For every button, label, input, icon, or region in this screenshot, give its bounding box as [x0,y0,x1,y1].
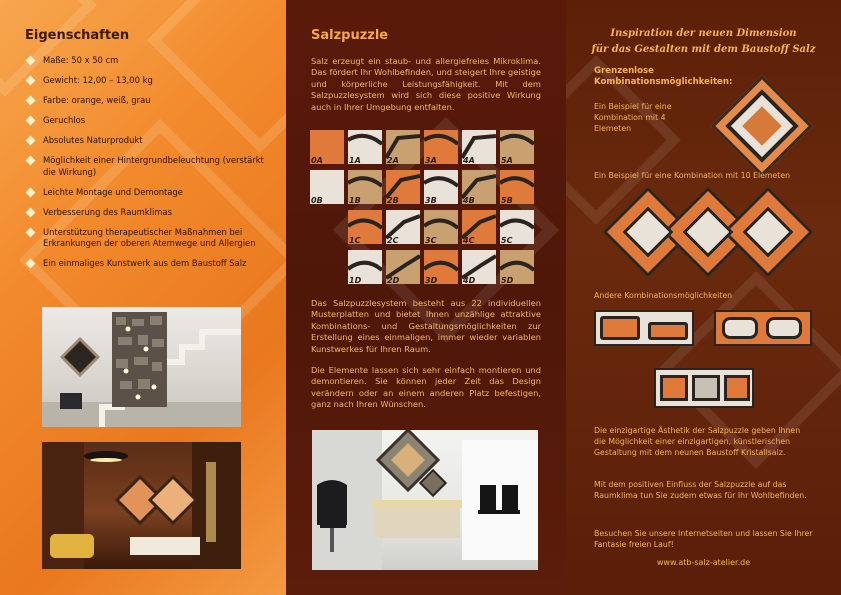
tile-label: 2A [387,156,399,165]
tile-label: 3D [425,276,438,285]
system-description: Das Salzpuzzlesystem besteht aus 22 individuellen Musterplatten und bietet Ihnen unzählige attraktive Kombinations- und Gestaltungsmöglichkeiten zur Erstellung eines einmaligen, immer wieder variablen Kunstwerkes für Ihren Raum. [311,298,541,354]
properties-title: Eigenschaften [25,28,130,43]
salt-tile-3c [424,210,458,244]
tile-label: 5B [501,196,513,205]
tile-label: 5C [501,236,513,245]
combination-4-elements [712,76,812,176]
feature-item: Leichte Montage und Demontage [27,187,277,199]
diamond-bullet-icon [26,136,36,146]
feature-item: Ein einmaliges Kunstwerk aus dem Baustoff Salz [27,258,277,270]
example-10-caption: Ein Beispiel für eine Kombination mit 10 Elemeten [594,171,791,180]
diamond-bullet-icon [26,56,36,66]
salt-tile-1a [348,130,382,164]
salt-tile-4d [462,250,496,284]
diamond-bullet-icon [26,96,36,106]
salzpuzzle-title: Salzpuzzle [311,28,389,43]
feature-item: Maße: 50 x 50 cm [27,55,277,67]
tile-label: 4D [463,276,476,285]
diamond-bullet-icon [26,259,36,269]
feature-item: Unterstützung therapeutischer Maßnahmen bei Erkrankungen der oberen Atemwege und Allergien [27,227,277,250]
combination-strip-3 [654,368,754,408]
feature-item: Geruchlos [27,115,277,127]
diamond-bullet-icon [26,227,36,237]
salt-tile-4a [462,130,496,164]
tile-label: 1D [349,276,362,285]
tile-label: 2D [387,276,400,285]
feature-item: Absolutes Naturprodukt [27,135,277,147]
tile-label: 1B [349,196,361,205]
feature-item: Farbe: orange, weiß, grau [27,95,277,107]
salt-tile-1d [348,250,382,284]
salt-tile-2b [386,170,420,204]
tile-label: 1C [349,236,361,245]
salt-tile-1c [348,210,382,244]
tile-label: 4B [463,196,475,205]
salt-tile-2d [386,250,420,284]
diamond-bullet-icon [26,207,36,217]
visit-paragraph: Besuchen Sie unsere Internetseiten und lassen Sie Ihrer Fantasie freien Lauf! [594,529,813,549]
feature-item: Gewicht: 12,00 – 13,00 kg [27,75,277,87]
combination-strip-2 [714,310,812,346]
tile-label: 1A [349,156,361,165]
tile-label: 3C [425,236,437,245]
tile-label: 5A [501,156,513,165]
salt-tile-3a [424,130,458,164]
salt-tile-3d [424,250,458,284]
diamond-bullet-icon [26,76,36,86]
tile-label: 4A [463,156,475,165]
salt-tile-0b [310,170,344,204]
feature-item: Verbesserung des Raumklimas [27,207,277,219]
tile-label: 2C [387,236,399,245]
salt-tile-4c [462,210,496,244]
salt-tile-5c [500,210,534,244]
tile-label: 3A [425,156,437,165]
panel-inspiration [566,0,841,595]
tile-label: 0A [311,156,323,165]
living-room-photo [42,442,241,569]
mounting-description: Die Elemente lassen sich sehr einfach montieren und demontieren. Sie können jeder Zeit das Design verändern oder an einem anderen Platz befestigen, ganz nach Ihren Wünschen. [311,365,541,410]
diamond-bullet-icon [26,156,36,166]
inspiration-heading-line2: für das Gestalten mit dem Baustoff Salz [591,44,816,55]
website-link[interactable]: www.atb-salz-atelier.de [656,558,751,567]
combinations-subtitle: Grenzenlose Kombinationsmöglichkeiten: [594,66,733,87]
tile-label: 3B [425,196,437,205]
salt-tile-2c [386,210,420,244]
aesthetics-paragraph: Die einzigartige Ästhetik der Salzpuzzle geben Ihnen die Möglichkeit einer einzigartigen, künstlerischen Gestaltung mit dem neunen Baustoff Kristallsalz. [594,426,801,457]
salt-tile-4b [462,170,496,204]
salt-tile-1b [348,170,382,204]
feature-item: Möglichkeit einer Hintergrundbeleuchtung (verstärkt die Wirkung) [27,155,277,178]
tile-label: 0B [311,196,323,205]
salt-tile-5b [500,170,534,204]
staircase-photo [42,307,241,427]
panel-salzpuzzle [286,0,566,595]
wellbeing-paragraph: Mit dem positiven Einfluss der Salzpuzzle auf das Raumklima tun Sie zudem etwas für Ihr Wohlbefinden. [594,480,807,500]
combination-strip-1 [594,310,694,346]
inspiration-heading-line1: Inspiration der neuen Dimension [610,28,797,39]
tile-label: 5D [501,276,514,285]
example-4-caption: Ein Beispiel für eine Kombination mit 4 Elemeten [594,102,672,133]
other-combinations-caption: Andere Kombinationsmöglichkeiten [594,291,733,300]
intro-text: Salz erzeugt ein staub- und allergiefreies Mikroklima. Das fördert Ihr Wohlbefinden, und steigert Ihre geistige und körperliche Leistungsfähigkeit. Mit dem Salzpuzzlesystem wird sich diese positive Wirkung auch in Ihrer Umgebung entfalten. [311,56,541,112]
combination-10-elements [608,188,808,280]
salt-tile-5d [500,250,534,284]
diamond-bullet-icon [26,187,36,197]
panel-properties [0,0,286,595]
feature-list [27,55,277,278]
salt-tile-5a [500,130,534,164]
salt-tile-3b [424,170,458,204]
salt-tile-2a [386,130,420,164]
salt-tile-0a [310,130,344,164]
tile-label: 4C [463,236,475,245]
office-photo [312,430,538,570]
tile-label: 2B [387,196,399,205]
diamond-bullet-icon [26,116,36,126]
